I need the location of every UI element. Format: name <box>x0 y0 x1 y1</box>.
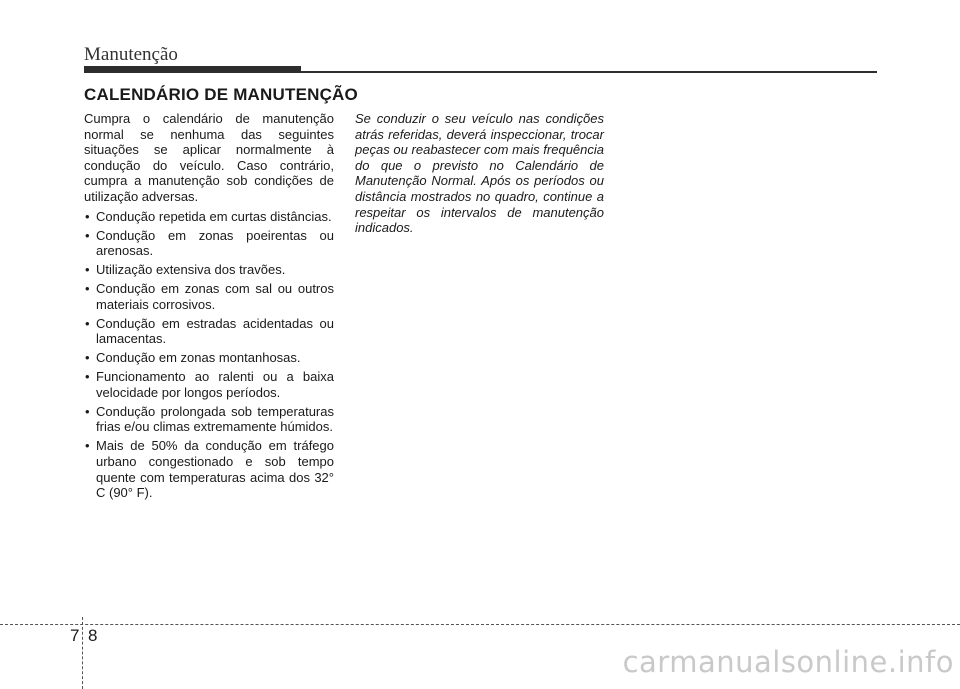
right-column <box>355 111 604 236</box>
note-paragraph: Se conduzir o seu veículo nas condições atrás referidas, deverá inspeccionar, trocar peças ou reabastecer com mais frequência do que o previsto no Calendário de Manutenção Normal. Após os períodos ou distância mostrados no quadro, continue a respeitar os intervalos de manutenção indicados. <box>355 111 604 236</box>
bullet-icon: • <box>85 438 90 454</box>
watermark: carmanualsonline.info <box>622 645 954 679</box>
section-title: CALENDÁRIO DE MANUTENÇÃO <box>84 85 358 104</box>
bullet-icon: • <box>85 403 90 419</box>
list-item: • Utilização extensiva dos travões. <box>85 262 286 278</box>
left-column <box>84 111 334 504</box>
list-item: • Condução em zonas montanhosas. <box>85 350 301 366</box>
list-item: • Condução em estradas acidentadas ou lamacentas. <box>85 315 334 347</box>
chapter-number: 7 <box>70 626 80 645</box>
conditions-list <box>84 209 334 501</box>
bullet-icon: • <box>85 369 90 385</box>
header-rule-thin <box>301 71 877 73</box>
bullet-icon: • <box>85 227 90 243</box>
intro-paragraph: Cumpra o calendário de manutenção normal se nenhuma das seguintes situações se aplicar normalmente à condução do veículo. Caso contrário, cumpra a manutenção sob condições de utilização adversas. <box>84 111 334 204</box>
chapter-title: Manutenção <box>84 44 178 65</box>
list-item: • Funcionamento ao ralenti ou a baixa velocidade por longos períodos. <box>85 369 334 400</box>
page-divider-horizontal <box>0 624 960 625</box>
bullet-icon: • <box>85 262 90 278</box>
list-item: • Condução em zonas com sal ou outros materiais corrosivos. <box>85 281 334 312</box>
list-item: • Mais de 50% da condução em tráfego urbano congestionado e sob tempo quente com temperaturas acima dos 32° C (90° F). <box>85 438 334 501</box>
page-number: 8 <box>88 626 98 645</box>
list-item: • Condução repetida em curtas distâncias. <box>85 208 332 224</box>
list-item: • Condução em zonas poeirentas ou arenosas. <box>85 227 334 259</box>
bullet-icon: • <box>85 208 90 224</box>
header-rule-thick <box>84 66 301 73</box>
list-item: • Condução prolongada sob temperaturas frias e/ou climas extremamente húmidos. <box>85 403 334 435</box>
bullet-icon: • <box>85 281 90 297</box>
bullet-icon: • <box>85 350 90 366</box>
bullet-icon: • <box>85 315 90 331</box>
page-divider-vertical <box>82 617 83 689</box>
